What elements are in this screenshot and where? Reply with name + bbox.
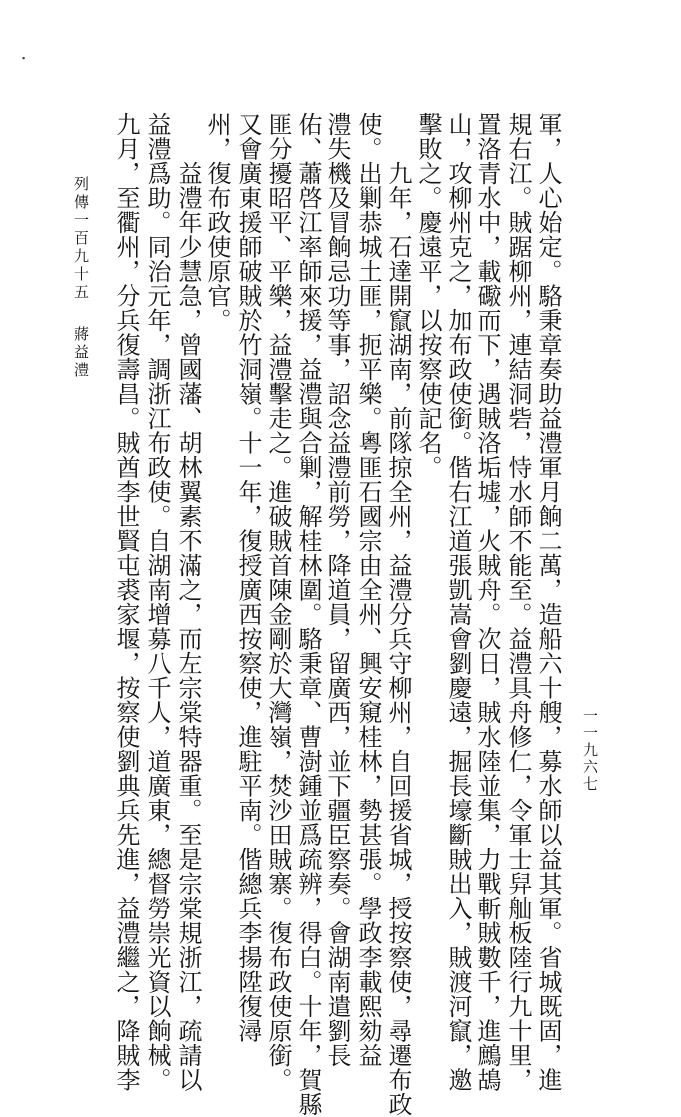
text-column-7: 使。出剿恭城土匪，扼平樂。粵匪石國宗由全州、興安窺桂林，勢甚張。學政李載熙劾益	[354, 112, 382, 1068]
text-column-1: 軍，人心始定。駱秉章奏助益澧軍月餉二萬，造船六十艘，募水師以益其軍。省城既固，進	[534, 112, 562, 1092]
text-column-6: 九年，石達開竄湖南，前隊掠全州，益澧分兵守柳州，自回援省城，授按察使，尋遷布政	[384, 112, 412, 1117]
text-column-8: 澧失機及冒餉忌功等事，詔念益澧前勞，降道員，留廣西，並下疆臣察奏。會湖南遣劉長	[323, 112, 351, 1068]
text-column-2: 規右江。賊踞柳州，連結洞砦，恃水師不能至。益澧具舟修仁，令軍士舁舢板陸行九十里，	[504, 112, 532, 1092]
text-column-5: 擊敗之。慶遠平，以按察使記名。	[414, 112, 442, 480]
text-column-9: 佑、蕭啓江率師來援，益澧與合剿，解桂林圍。駱秉章、曹澍鍾並爲疏辨，得白。十年，賀縣	[294, 112, 322, 1117]
text-column-10: 匪分擾昭平、平樂，益澧擊走之。進破賊首陳金剛於大灣嶺，焚沙田賊寨。復布政使原銜。	[264, 112, 292, 1092]
text-column-13: 益澧年少慧急，曾國藩、胡林翼素不滿之，而左宗棠特器重。至是宗棠規浙江，疏請以	[174, 112, 202, 1092]
text-column-14: 益澧爲助。同治元年，調浙江布政使。自湖南增募八千人，道廣東，總督勞崇光資以餉械。	[143, 112, 171, 1092]
biography-subject: 蔣益澧	[72, 326, 90, 380]
text-column-11: 又會廣東援師破賊於竹洞嶺。十一年，復授廣西按察使，進駐平南。偕總兵李揚陞復潯	[234, 112, 262, 1043]
chapter-title: 列傳一百九十五	[72, 176, 90, 302]
text-column-12: 州，復布政使原官。	[203, 112, 231, 333]
text-column-15: 九月，至衢州，分兵復壽昌。賊酋李世賢屯裘家堰，按察使劉典兵先進，益澧繼之，降賊李	[112, 112, 140, 1092]
page-number: 一一九六七	[581, 708, 599, 793]
text-column-4: 山，攻柳州克之，加布政使銜。偕右江道張凱嵩會劉慶遠，掘長壕斷賊出入，賊渡河竄，邀	[444, 112, 472, 1092]
running-header	[73, 176, 88, 380]
text-column-3: 置洛青水中，載礮而下，遇賊洛垢墟，火賊舟。次日，賊水陸並集，力戰斬賊數千，進鷓鴣	[473, 112, 501, 1092]
gutter-mark: ⠂	[20, 50, 32, 69]
